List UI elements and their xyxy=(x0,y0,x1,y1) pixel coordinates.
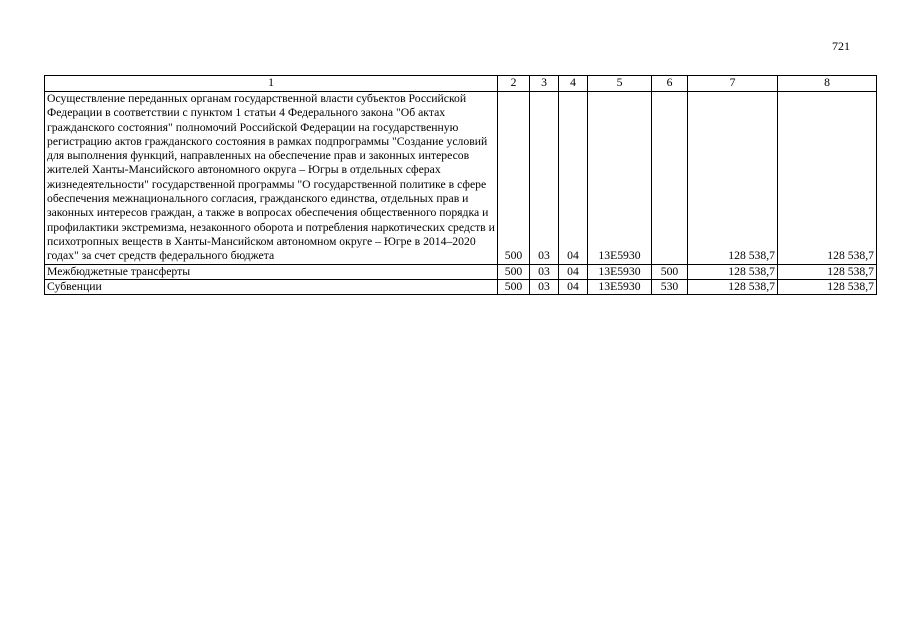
cell-col-7: 128 538,7 xyxy=(688,92,778,265)
budget-table xyxy=(44,75,877,295)
column-header-8: 8 xyxy=(778,76,877,92)
cell-col-3: 03 xyxy=(530,279,559,294)
row-description: Межбюджетные трансферты xyxy=(45,264,498,279)
column-header-2: 2 xyxy=(498,76,530,92)
cell-col-4: 04 xyxy=(559,279,588,294)
cell-col-5: 13Е5930 xyxy=(588,279,652,294)
cell-col-6: 530 xyxy=(652,279,688,294)
cell-col-2: 500 xyxy=(498,92,530,265)
cell-col-6 xyxy=(652,92,688,265)
table-row xyxy=(45,92,877,265)
row-description: Осуществление переданных органам государственной власти субъектов Российской Федерации в соответствии с пунктом 1 статьи 4 Федерального закона "Об актах гражданского состояния" полномочий Российской Федерации на государственную регистрацию актов гражданского состояния в рамках подпрограммы "Создание условий для выполнения функций, направленных на обеспечение прав и законных интересов жителей Ханты-Мансийского автономного округа – Югры в отдельных сферах жизнедеятельности" государственной программы "О государственной политике в сфере обеспечения межнационального согласия, гражданского единства, отдельных прав и законных интересов граждан, а также в вопросах обеспечения общественного порядка и профилактики экстремизма, незаконного оборота и потребления наркотических средств и психотропных веществ в Ханты-Мансийском автономном округе – Югре в 2014–2020 годах" за счет средств федерального бюджета xyxy=(45,92,498,265)
cell-col-2: 500 xyxy=(498,264,530,279)
column-header-7: 7 xyxy=(688,76,778,92)
cell-col-5: 13Е5930 xyxy=(588,264,652,279)
column-header-4: 4 xyxy=(559,76,588,92)
table-row xyxy=(45,279,877,294)
cell-col-4: 04 xyxy=(559,92,588,265)
cell-col-3: 03 xyxy=(530,92,559,265)
cell-col-4: 04 xyxy=(559,264,588,279)
column-header-6: 6 xyxy=(652,76,688,92)
cell-col-8: 128 538,7 xyxy=(778,279,877,294)
cell-col-2: 500 xyxy=(498,279,530,294)
cell-col-6: 500 xyxy=(652,264,688,279)
cell-col-5: 13Е5930 xyxy=(588,92,652,265)
cell-col-7: 128 538,7 xyxy=(688,264,778,279)
cell-col-8: 128 538,7 xyxy=(778,92,877,265)
row-description: Субвенции xyxy=(45,279,498,294)
column-header-5: 5 xyxy=(588,76,652,92)
cell-col-8: 128 538,7 xyxy=(778,264,877,279)
column-header-1: 1 xyxy=(45,76,498,92)
cell-col-7: 128 538,7 xyxy=(688,279,778,294)
cell-col-3: 03 xyxy=(530,264,559,279)
column-header-3: 3 xyxy=(530,76,559,92)
page-number: 721 xyxy=(832,39,850,53)
table-header-row xyxy=(45,76,877,92)
table-row xyxy=(45,264,877,279)
